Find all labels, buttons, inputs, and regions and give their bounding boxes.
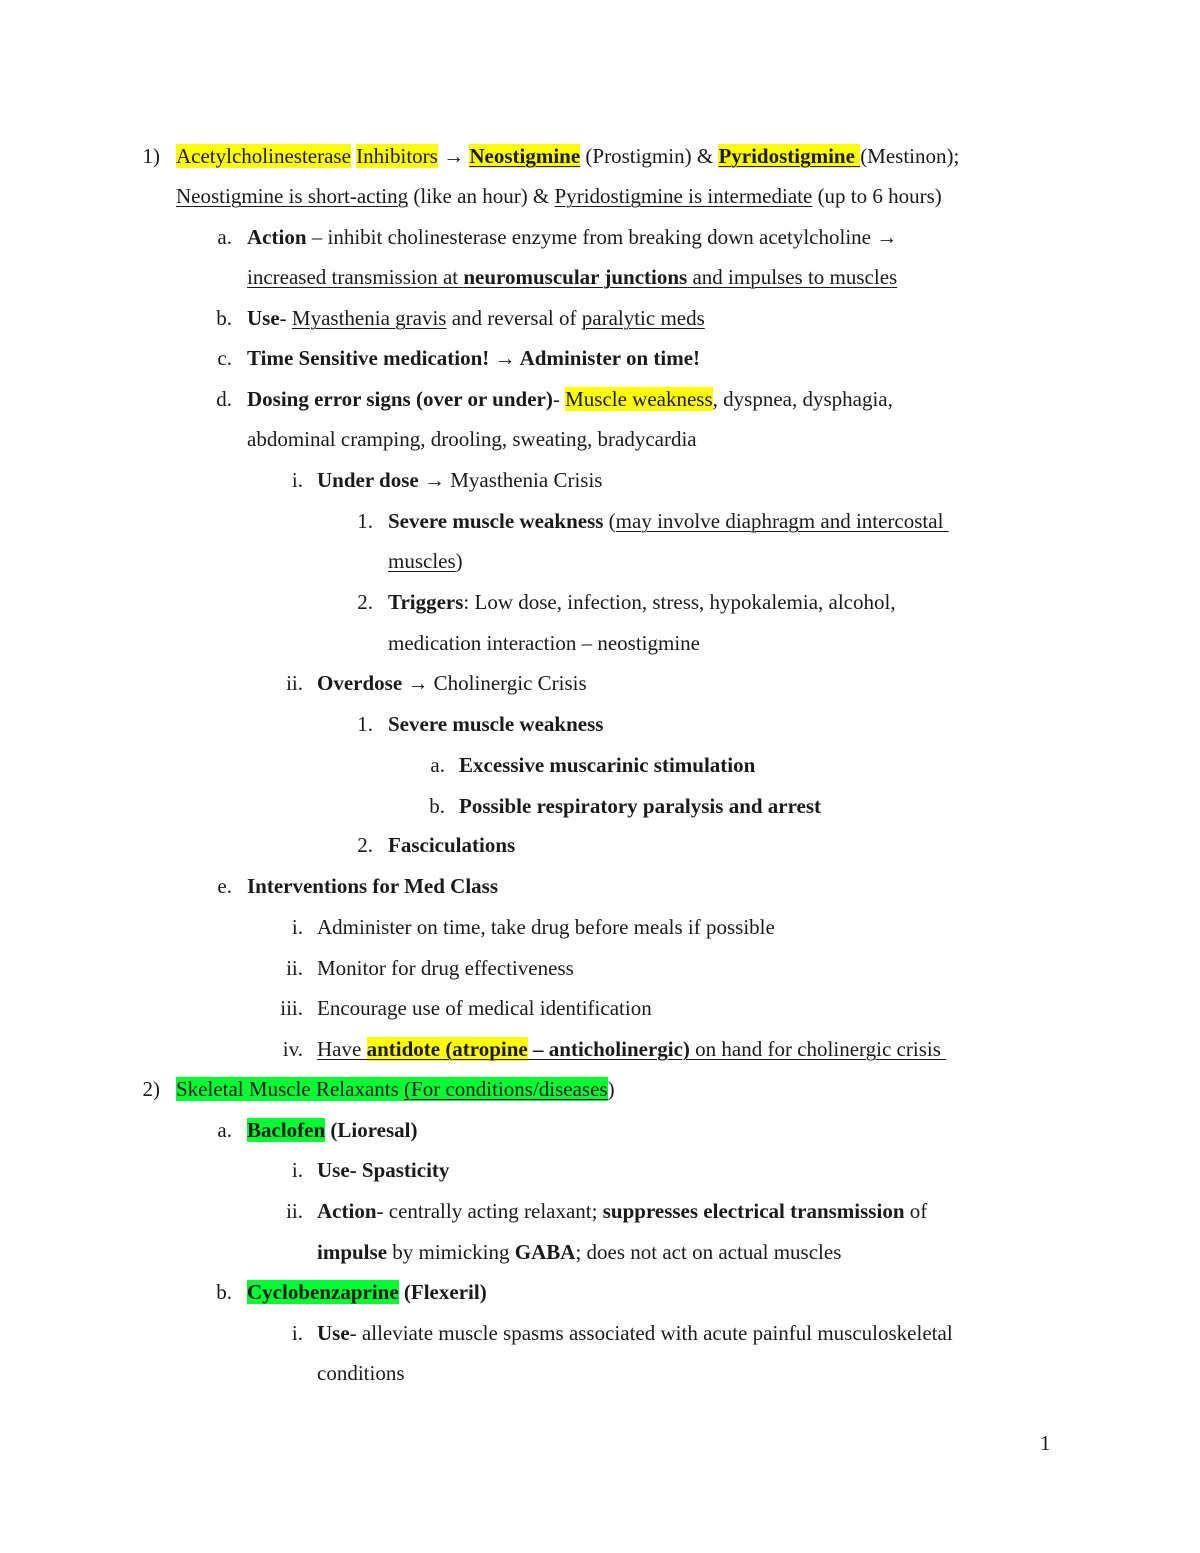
text-run: impulse xyxy=(317,1240,388,1264)
line-text xyxy=(317,1155,449,1185)
text-run: Acetylcholinesterase xyxy=(176,144,351,168)
list-marker: b. xyxy=(216,306,232,330)
list-marker: a. xyxy=(430,753,445,777)
list-marker: ii. xyxy=(286,956,303,980)
line-text xyxy=(317,1318,953,1348)
line-text xyxy=(247,871,498,901)
list-marker: a. xyxy=(217,1118,232,1142)
text-run: and impulses to muscles xyxy=(687,265,898,289)
line-text xyxy=(317,1358,405,1388)
list-marker: 1) xyxy=(142,144,160,168)
text-run: Myasthenia gravis xyxy=(291,306,447,330)
line-text xyxy=(317,1237,841,1267)
list-marker: ii. xyxy=(286,671,303,695)
text-run: GABA xyxy=(514,1240,576,1264)
text-run: medication interaction – neostigmine xyxy=(388,631,700,655)
line-text xyxy=(176,181,942,211)
text-run: Administer on time, take drug before meals if possible xyxy=(317,915,775,939)
list-marker: ii. xyxy=(286,1199,303,1223)
list-marker: i. xyxy=(291,915,303,939)
line-text xyxy=(317,1034,946,1064)
text-run: : Low dose, infection, stress, hypokalemia, alcohol, xyxy=(463,590,896,614)
text-run: Baclofen xyxy=(247,1118,326,1142)
text-run: abdominal cramping, drooling, sweating, bradycardia xyxy=(247,427,697,451)
line-text xyxy=(317,668,587,698)
line-text xyxy=(247,384,893,414)
line-text xyxy=(317,953,574,983)
line-text xyxy=(317,465,602,495)
text-run: - xyxy=(552,387,566,411)
text-run: (Mestinon); xyxy=(860,144,960,168)
line-text xyxy=(176,1074,615,1104)
list-marker: d. xyxy=(216,387,232,411)
list-marker: b. xyxy=(429,794,445,818)
text-run: Pyridostigmine is intermediate xyxy=(554,184,813,208)
text-run: Possible respiratory paralysis and arrest xyxy=(459,794,822,818)
text-run: (Prostigmin) & xyxy=(580,144,719,168)
text-run: → xyxy=(437,144,470,168)
text-run: Overdose xyxy=(317,671,403,695)
list-marker: 2. xyxy=(357,833,373,857)
line-text xyxy=(247,262,897,292)
text-run: ) xyxy=(607,1077,615,1101)
text-run: of xyxy=(904,1199,928,1223)
line-text xyxy=(388,587,896,617)
text-run: - centrally acting relaxant; xyxy=(376,1199,603,1223)
text-run: Encourage use of medical identification xyxy=(317,996,652,1020)
line-text xyxy=(247,303,705,333)
line-text xyxy=(459,750,755,780)
text-run: antidote (atropine xyxy=(366,1037,528,1061)
line-text xyxy=(388,546,463,576)
text-run: Time Sensitive medication! → Administer on time! xyxy=(247,346,701,370)
text-run: Neostigmine xyxy=(469,144,581,168)
text-run: Interventions for Med Class xyxy=(247,874,499,898)
text-run: suppresses electrical transmission xyxy=(602,1199,905,1223)
text-run: on hand for cholinergic crisis xyxy=(689,1037,947,1061)
text-run: and reversal of xyxy=(446,306,582,330)
line-text xyxy=(247,424,697,454)
text-run: (up to 6 hours) xyxy=(812,184,942,208)
text-run: conditions xyxy=(317,1361,405,1385)
text-run: neuromuscular junctions xyxy=(463,265,688,289)
text-run: paralytic meds xyxy=(581,306,705,330)
line-text xyxy=(459,791,821,821)
line-text xyxy=(388,830,515,860)
text-run: Under dose xyxy=(317,468,419,492)
line-text xyxy=(388,506,949,536)
list-marker: e. xyxy=(217,874,232,898)
text-run: Cyclobenzaprine xyxy=(247,1280,399,1304)
line-text xyxy=(388,709,603,739)
list-marker: 2) xyxy=(142,1077,160,1101)
text-run: Use xyxy=(247,306,280,330)
line-text xyxy=(247,1115,418,1145)
line-text xyxy=(247,343,700,373)
list-marker: a. xyxy=(217,225,232,249)
text-run: Monitor for drug effectiveness xyxy=(317,956,574,980)
list-marker: 1. xyxy=(357,712,373,736)
text-run: – inhibit cholinesterase enzyme from breaking down acetylcholine → xyxy=(306,225,903,249)
text-run: Severe muscle weakness xyxy=(388,509,604,533)
text-run: Action xyxy=(317,1199,377,1223)
text-run: Skeletal Muscle Relaxants xyxy=(176,1077,399,1101)
text-run: Action xyxy=(247,225,307,249)
text-run: muscles xyxy=(388,549,456,573)
line-text xyxy=(247,1277,487,1307)
list-marker: iii. xyxy=(280,996,303,1020)
text-run: , dyspnea, dysphagia, xyxy=(712,387,893,411)
text-run: Pyridostigmine xyxy=(718,144,861,168)
text-run: Fasciculations xyxy=(388,833,516,857)
list-marker: 2. xyxy=(357,590,373,614)
text-run: Have xyxy=(317,1037,367,1061)
text-run: – anticholinergic) xyxy=(527,1037,690,1061)
text-run: Dosing error signs (over or under) xyxy=(247,387,553,411)
text-run: Use- Spasticity xyxy=(317,1158,450,1182)
line-text xyxy=(317,993,652,1023)
text-run: - alleviate muscle spasms associated with acute painful musculoskeletal xyxy=(349,1321,953,1345)
text-run: ) xyxy=(455,549,463,573)
list-marker: i. xyxy=(291,1321,303,1345)
list-marker: i. xyxy=(291,1158,303,1182)
line-text xyxy=(247,222,902,252)
text-run: Use xyxy=(317,1321,350,1345)
text-run: ; does not act on actual muscles xyxy=(575,1240,842,1264)
page-number: 1 xyxy=(1040,1431,1051,1455)
line-text xyxy=(388,628,700,658)
text-run: Excessive muscarinic stimulation xyxy=(459,753,756,777)
line-text xyxy=(317,1196,927,1226)
list-marker: b. xyxy=(216,1280,232,1304)
text-run: - xyxy=(279,306,292,330)
text-run: Inhibitors xyxy=(356,144,438,168)
text-run: may involve diaphragm and intercostal xyxy=(615,509,949,533)
text-run: (For conditions/diseases xyxy=(404,1077,608,1101)
list-marker: i. xyxy=(291,468,303,492)
text-run: → Myasthenia Crisis xyxy=(418,468,603,492)
list-marker: 1. xyxy=(357,509,373,533)
text-run: Neostigmine is short-acting xyxy=(176,184,409,208)
line-text xyxy=(176,141,959,171)
list-marker: iv. xyxy=(282,1037,303,1061)
text-run: (Lioresal) xyxy=(325,1118,418,1142)
text-run: Severe muscle weakness xyxy=(388,712,604,736)
text-run: (like an hour) & xyxy=(408,184,555,208)
text-run: ( xyxy=(603,509,616,533)
text-run: increased transmission at xyxy=(247,265,464,289)
text-run: Triggers xyxy=(388,590,464,614)
line-text xyxy=(317,912,775,942)
text-run: Muscle weakness xyxy=(565,387,713,411)
text-run: → Cholinergic Crisis xyxy=(402,671,587,695)
list-marker: c. xyxy=(217,346,232,370)
text-run: by mimicking xyxy=(387,1240,515,1264)
text-run: (Flexeril) xyxy=(398,1280,487,1304)
